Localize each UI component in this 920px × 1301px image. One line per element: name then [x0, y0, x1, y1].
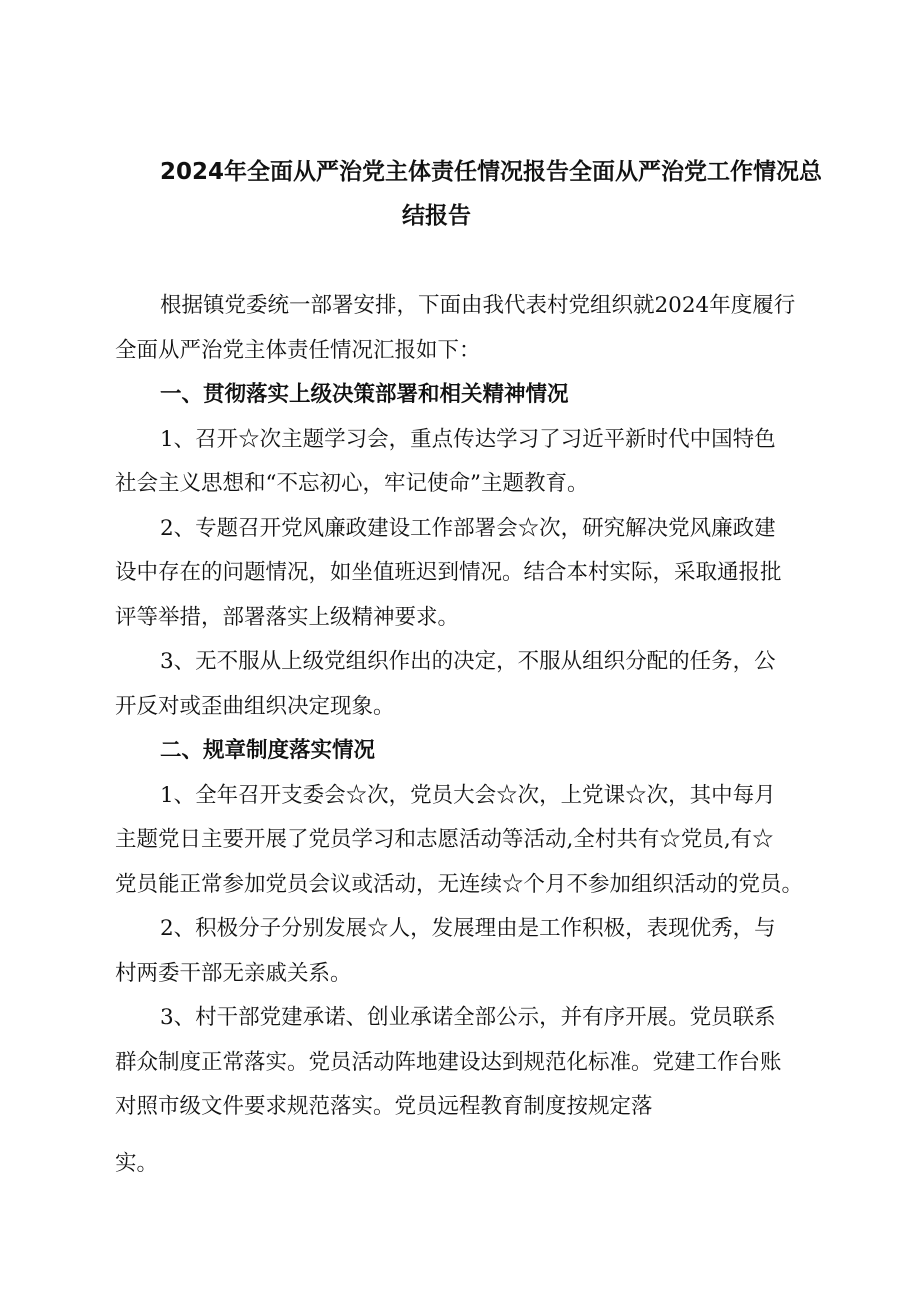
section-1-item-1-line-2: 社会主义思想和“不忘初心，牢记使命”主题教育。	[115, 471, 589, 496]
section-1-item-1-line-1: 1、召开☆次主题学习会，重点传达学习了习近平新时代中国特色	[160, 426, 776, 452]
section-1-heading: 一、贯彻落实上级决策部署和相关精神情况	[160, 382, 569, 407]
section-2-item-3-line-3: 对照市级文件要求规范落实。党员远程教育制度按规定落	[115, 1094, 653, 1119]
intro-line-1: 根据镇党委统一部署安排，下面由我代表村党组织就2024年度履行	[160, 293, 796, 318]
section-2-item-1-line-1: 1、全年召开支委会☆次，党员大会☆次，上党课☆次，其中每月	[160, 782, 776, 808]
title-line-1: 2024年全面从严治党主体责任情况报告全面从严治党工作情况总	[160, 159, 823, 185]
section-2-item-1-line-3: 党员能正常参加党员会议或活动，无连续☆个月不参加组织活动的党员。	[115, 871, 804, 897]
section-1-item-2-line-3: 评等举措，部署落实上级精神要求。	[115, 604, 460, 630]
section-1-item-2-line-1: 2、专题召开党风廉政建设工作部署会☆次，研究解决党风廉政建	[160, 515, 776, 541]
section-1-item-3-line-2: 开反对或歪曲组织决定现象。	[115, 693, 395, 719]
intro-line-2: 全面从严治党主体责任情况汇报如下：	[115, 337, 481, 363]
section-2-item-2-line-1: 2、积极分子分别发展☆人，发展理由是工作积极，表现优秀，与	[160, 916, 776, 941]
trailing-text: 实。	[115, 1150, 159, 1176]
section-1-item-3-line-1: 3、无不服从上级党组织作出的决定，不服从组织分配的任务，公	[160, 649, 776, 674]
section-2-heading: 二、规章制度落实情况	[160, 738, 376, 763]
section-1-item-2-line-2: 设中存在的问题情况，如坐值班迟到情况。结合本村实际，采取通报批	[115, 560, 782, 585]
title-line-2: 结报告	[402, 203, 471, 229]
section-2-item-3-line-1: 3、村干部党建承诺、创业承诺全部公示，并有序开展。党员联系	[160, 1005, 776, 1030]
section-2-item-3-line-2: 群众制度正常落实。党员活动阵地建设达到规范化标准。党建工作台账	[115, 1049, 782, 1075]
section-2-item-1-line-2: 主题党日主要开展了党员学习和志愿活动等活动,全村共有☆党员,有☆	[115, 827, 774, 852]
document-body	[115, 284, 850, 1186]
section-2-item-2-line-2: 村两委干部无亲戚关系。	[115, 960, 352, 986]
document-title	[160, 150, 830, 238]
